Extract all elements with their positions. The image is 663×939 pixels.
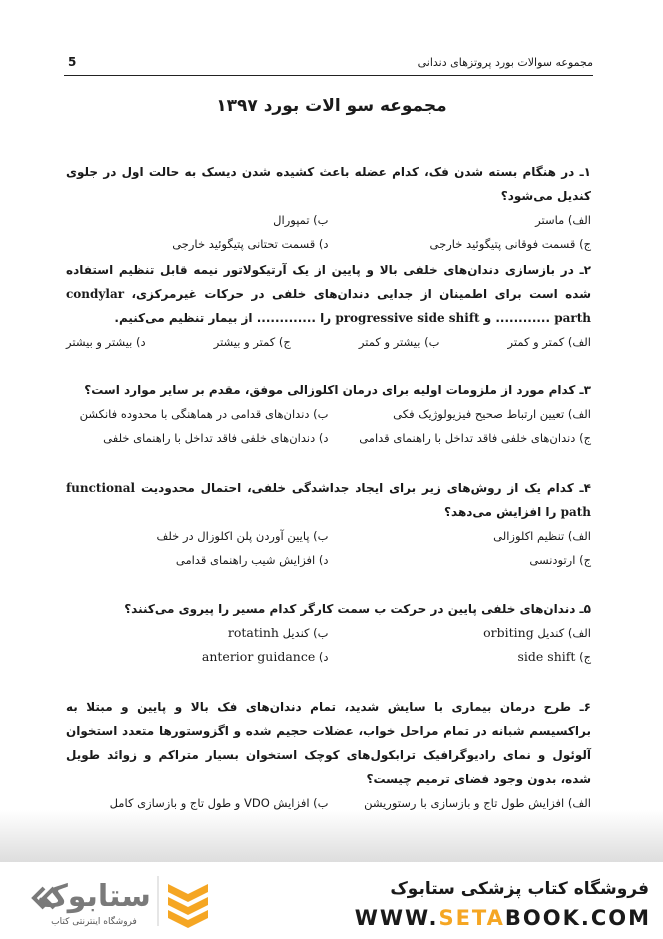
running-header [64, 55, 593, 76]
option-b: ب) تمپورال [273, 213, 329, 227]
option-label: الف) کندیل [533, 626, 591, 640]
url-prefix: WWW. [354, 906, 439, 930]
option-c: ج) دندان‌های خلفی فاقد تداخل با راهنمای قدامی [359, 431, 591, 445]
options [66, 621, 591, 669]
logo-wordmark: ستابوک [37, 879, 151, 914]
question-1 [66, 160, 591, 256]
question-text-part: ۴ـ کدام یک از روش‌های زیر برای ایجاد جداشدگی خلفی، احتمال محدودیت [135, 481, 591, 495]
option-latin: orbiting [483, 625, 534, 640]
question-text: ۶ـ طرح درمان بیماری با سایش شدید، تمام دندان‌های فک بالا و پایین و مبتلا به براکسیسم شبانه در تمام مراحل خواب، عضلات حجیم شده و اگزوستورها متعدد استخوان آلوئول و نمای رادیوگرافیک ترابکول‌های کوچک استخوان بسیار متراکم و زوائد طویل شده، بدون وجود فضای ترمیم چیست؟ [66, 700, 591, 786]
book-chevron-icon [168, 884, 208, 928]
option-a: الف) تنظیم اکلوزالی [493, 529, 591, 543]
option-d: د) بیشتر و بیشتر [66, 335, 146, 349]
option-d [66, 645, 329, 669]
question-text-part: را ............. از بیمار تنظیم می‌کنیم. [114, 311, 336, 325]
option-c: ج) کمتر و بیشتر [213, 335, 291, 349]
option-b: ب) افزایش VDO و طول تاج و بازسازی کامل [109, 796, 329, 810]
options [66, 524, 591, 572]
option-b: ب) پایین آوردن پلن اکلوزال در خلف [156, 529, 329, 543]
option-label: ج) [575, 650, 591, 664]
question-text: ۳ـ کدام مورد از ملزومات اولیه برای درمان اکلوزالی موفق، مقدم بر سایر موارد است؟ [84, 383, 591, 397]
question-text: ۵ـ دندان‌های خلفی پایین در حرکت ب سمت کارگر کدام مسیر را پیروی می‌کنند؟ [124, 602, 591, 616]
option-d: د) افزایش شیب راهنمای قدامی [175, 553, 329, 567]
page-number: 5 [68, 55, 77, 69]
option-label: ب) کندیل [278, 626, 329, 640]
option-latin: anterior guidance [201, 649, 316, 664]
option-c [329, 645, 592, 669]
page-fade [0, 810, 663, 870]
question-text-part: را افزایش می‌دهد؟ [444, 505, 561, 519]
option-b [66, 621, 329, 645]
options [66, 402, 591, 450]
question-text [66, 476, 591, 524]
option-label: د) [315, 650, 329, 664]
logo-subtext: فروشگاه اینترنتی کتاب [51, 917, 137, 927]
options [66, 330, 591, 354]
setabook-logo [28, 870, 208, 930]
question-latin-term: progressive side shift [335, 311, 480, 325]
question-3 [66, 378, 591, 450]
option-c: ج) ارتودنسی [529, 553, 591, 567]
option-a: الف) تعیین ارتباط صحیح فیزیولوژیک فکی [393, 407, 591, 421]
option-a: الف) ماستر [535, 213, 591, 227]
option-d: د) قسمت تحتانی پتیگوئید خارجی [172, 237, 329, 251]
running-title: مجموعه سوالات بورد پروتزهای دندانی [417, 56, 593, 69]
option-a: الف) کمتر و کمتر [507, 335, 591, 349]
question-2 [66, 258, 591, 354]
url-suffix: BOOK.COM [504, 906, 651, 930]
page-title: مجموعه سو الات بورد ۱۳۹۷ [216, 96, 447, 116]
shop-url[interactable] [355, 906, 651, 930]
question-latin-term: condylar parth [66, 287, 591, 325]
option-a: الف) افزایش طول تاج و بازسازی با رستوریشن [364, 796, 591, 810]
option-c: ج) قسمت فوقانی پتیگوئید خارجی [429, 237, 591, 251]
question-text: ۱ـ در هنگام بسته شدن فک، کدام عضله باعث کشیده شدن دیسک به حالت اول در جلوی کندیل می‌شود؟ [66, 165, 591, 203]
option-d: د) دندان‌های خلفی فاقد تداخل با راهنمای خلفی [103, 431, 329, 445]
option-b: ب) بیشتر و کمتر [358, 335, 440, 349]
options [66, 208, 591, 256]
question-text-part: ۲ـ در بازسازی دندان‌های خلفی بالا و پایین از یک آرتیکولاتور نیمه قابل تنظیم استفاده شده است برای اطمینان از جدایی دندان‌های خلفی در حرکات غیرمرکزی، [66, 263, 591, 301]
question-4 [66, 476, 591, 572]
shop-title: فروشگاه کتاب پزشکی ستابوک [390, 879, 649, 899]
question-latin-term: functional path [66, 481, 591, 519]
question-text [66, 258, 591, 330]
question-text-part: ............ و [479, 311, 555, 325]
url-accent: SETA [438, 906, 505, 930]
option-latin: rotatinh [227, 625, 279, 640]
option-latin: side shift [517, 649, 576, 664]
option-a [329, 621, 592, 645]
question-5 [66, 597, 591, 669]
option-b: ب) دندان‌های قدامی در هماهنگی با محدوده فانکشن [79, 407, 329, 421]
